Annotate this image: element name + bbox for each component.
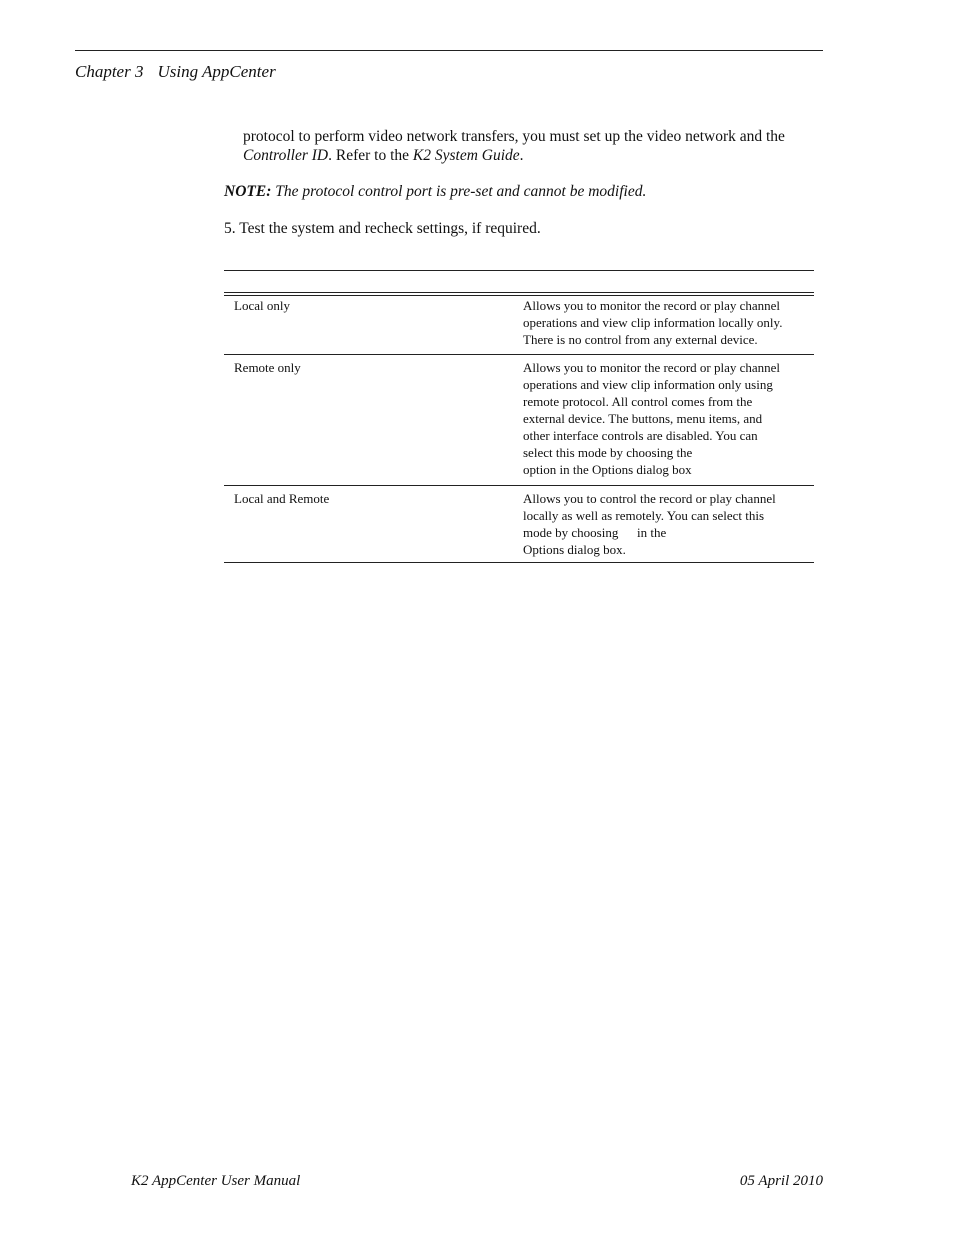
description-line: Allows you to control the record or play channel [523,491,776,506]
mode-description-cell [523,355,814,486]
table-row [224,355,814,486]
mode-name-cell: Local and Remote [234,491,330,506]
step-5: 5. Test the system and recheck settings, if required. [224,220,541,237]
description-line: There is no control from any external device. [523,332,758,347]
para1-text-1: protocol to perform video network transfers, you must set up the video network and the [243,128,785,145]
description-line: locally as well as remotely. You can select this [523,508,765,523]
note [224,183,824,201]
description-line: remote protocol. All control comes from the [523,394,753,409]
table-row [224,296,814,355]
chapter-title: Using AppCenter [157,62,276,81]
mode-name-cell: Local only [234,298,290,313]
footer-date: 05 April 2010 [739,1173,823,1189]
description-line: select this mode by choosing the [523,445,693,460]
control-mode-table [224,296,814,563]
mode-name-cell: Remote only [234,360,301,375]
footer-manual-title: K2 AppCenter User Manual [131,1173,301,1189]
running-header [75,62,276,82]
description-line: Allows you to monitor the record or play channel [523,360,781,375]
table-row [224,486,814,563]
note-label: NOTE: [224,183,272,200]
description-line: option in the Options dialog box [523,462,692,477]
para1-text-3: . [519,147,524,164]
description-line [523,524,814,541]
chapter-label: Chapter 3 [75,62,144,81]
description-line: Allows you to monitor the record or play channel [523,298,781,313]
description-line: operations and view clip information locally only. [523,315,783,330]
controller-id-term: Controller ID [243,147,329,164]
para1-text-2: . Refer to the [328,147,413,164]
description-fragment: mode by choosing [523,525,619,540]
description-line: other interface controls are disabled. You can [523,428,758,443]
mode-description-cell [523,486,814,563]
description-fragment: in the [637,525,667,540]
description-line: operations and view clip information only using [523,377,773,392]
note-text: The protocol control port is pre-set and cannot be modified. [271,183,647,200]
body-paragraph [243,127,818,165]
mode-description-cell [523,296,814,355]
description-line: Options dialog box. [523,542,626,557]
k2-system-guide-ref: K2 System Guide [412,147,520,164]
header-rule [75,50,823,51]
table-top-rule [224,270,814,271]
description-line: external device. The buttons, menu items, and [523,411,763,426]
